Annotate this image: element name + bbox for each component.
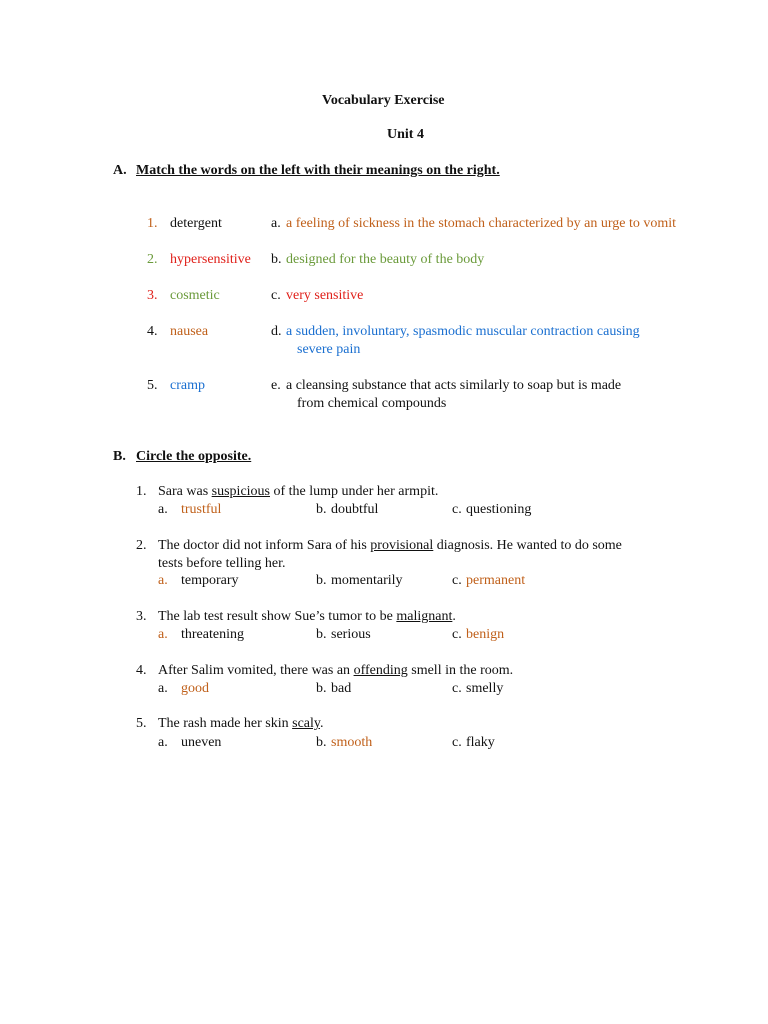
question-2-text: The doctor did not inform Sara of his provisional diagnosis. He wanted to do some bbox=[158, 538, 622, 553]
unit-label: Unit 4 bbox=[387, 127, 424, 142]
q2-option-a: temporary bbox=[181, 573, 239, 588]
q4-option-b: bad bbox=[331, 681, 352, 696]
match-def-b: designed for the beauty of the body bbox=[286, 252, 485, 267]
question-1-text: Sara was suspicious of the lump under her armpit. bbox=[158, 484, 439, 499]
match-def-letter-a: a. bbox=[271, 216, 281, 231]
q5-option-a-letter: a. bbox=[158, 735, 168, 750]
match-num-5: 5. bbox=[147, 378, 158, 393]
match-def-letter-e: e. bbox=[271, 378, 281, 393]
match-word-3: cosmetic bbox=[170, 288, 220, 303]
match-num-3: 3. bbox=[147, 288, 158, 303]
q1-option-b: doubtful bbox=[331, 502, 379, 517]
q3-option-a: threatening bbox=[181, 627, 244, 642]
match-word-2: hypersensitive bbox=[170, 252, 251, 267]
question-num-2: 2. bbox=[136, 538, 147, 553]
question-num-3: 3. bbox=[136, 609, 147, 624]
q1-option-a-letter: a. bbox=[158, 502, 168, 517]
q2-option-b: momentarily bbox=[331, 573, 403, 588]
q1-option-c: questioning bbox=[466, 502, 532, 517]
match-word-1: detergent bbox=[170, 216, 222, 231]
match-word-5: cramp bbox=[170, 378, 205, 393]
section-a-letter: A. bbox=[113, 163, 127, 178]
question-5-text: The rash made her skin scaly. bbox=[158, 716, 324, 731]
q2-option-c-letter: c. bbox=[452, 573, 462, 588]
q5-option-b: smooth bbox=[331, 735, 373, 750]
question-5-keyword: scaly bbox=[292, 716, 320, 731]
question-3-keyword: malignant bbox=[396, 609, 453, 624]
q4-option-b-letter: b. bbox=[316, 681, 327, 696]
question-3-text: The lab test result show Sue’s tumor to be malignant. bbox=[158, 609, 456, 624]
match-def-e: a cleansing substance that acts similarly to soap but is made bbox=[286, 378, 622, 393]
question-num-5: 5. bbox=[136, 716, 147, 731]
q2-option-b-letter: b. bbox=[316, 573, 327, 588]
question-1-keyword: suspicious bbox=[211, 484, 270, 499]
match-def-a: a feeling of sickness in the stomach characterized by an urge to vomit bbox=[286, 216, 677, 231]
q1-option-c-letter: c. bbox=[452, 502, 462, 517]
match-def-e-line2: from chemical compounds bbox=[297, 396, 447, 411]
q2-option-a-letter: a. bbox=[158, 573, 168, 588]
q2-option-c: permanent bbox=[466, 573, 526, 588]
q3-option-b-letter: b. bbox=[316, 627, 327, 642]
q3-option-a-letter: a. bbox=[158, 627, 168, 642]
match-def-d-line2: severe pain bbox=[297, 342, 361, 357]
q1-option-b-letter: b. bbox=[316, 502, 327, 517]
question-4-text: After Salim vomited, there was an offending smell in the room. bbox=[158, 663, 514, 678]
match-def-letter-c: c. bbox=[271, 288, 281, 303]
question-4-keyword: offending bbox=[353, 663, 408, 678]
section-b-letter: B. bbox=[113, 449, 126, 464]
match-num-1: 1. bbox=[147, 216, 158, 231]
section-a-instruction: Match the words on the left with their meanings on the right. bbox=[136, 163, 500, 178]
match-def-d: a sudden, involuntary, spasmodic muscular contraction causing bbox=[286, 324, 640, 339]
q3-option-b: serious bbox=[331, 627, 371, 642]
match-word-4: nausea bbox=[170, 324, 209, 339]
match-num-2: 2. bbox=[147, 252, 158, 267]
q1-option-a: trustful bbox=[181, 502, 222, 517]
q4-option-a: good bbox=[181, 681, 209, 696]
q5-option-c-letter: c. bbox=[452, 735, 462, 750]
q4-option-a-letter: a. bbox=[158, 681, 168, 696]
q3-option-c-letter: c. bbox=[452, 627, 462, 642]
page-title: Vocabulary Exercise bbox=[322, 93, 445, 108]
question-2-text-line2: tests before telling her. bbox=[158, 556, 286, 571]
question-num-4: 4. bbox=[136, 663, 147, 678]
q3-option-c: benign bbox=[466, 627, 505, 642]
question-num-1: 1. bbox=[136, 484, 147, 499]
q5-option-b-letter: b. bbox=[316, 735, 327, 750]
match-def-c: very sensitive bbox=[286, 288, 364, 303]
q5-option-c: flaky bbox=[466, 735, 495, 750]
match-def-letter-d: d. bbox=[271, 324, 282, 339]
match-num-4: 4. bbox=[147, 324, 158, 339]
match-def-letter-b: b. bbox=[271, 252, 282, 267]
q4-option-c: smelly bbox=[466, 681, 504, 696]
question-2-keyword: provisional bbox=[370, 538, 434, 553]
q5-option-a: uneven bbox=[181, 735, 222, 750]
section-b-instruction: Circle the opposite. bbox=[136, 449, 252, 464]
q4-option-c-letter: c. bbox=[452, 681, 462, 696]
